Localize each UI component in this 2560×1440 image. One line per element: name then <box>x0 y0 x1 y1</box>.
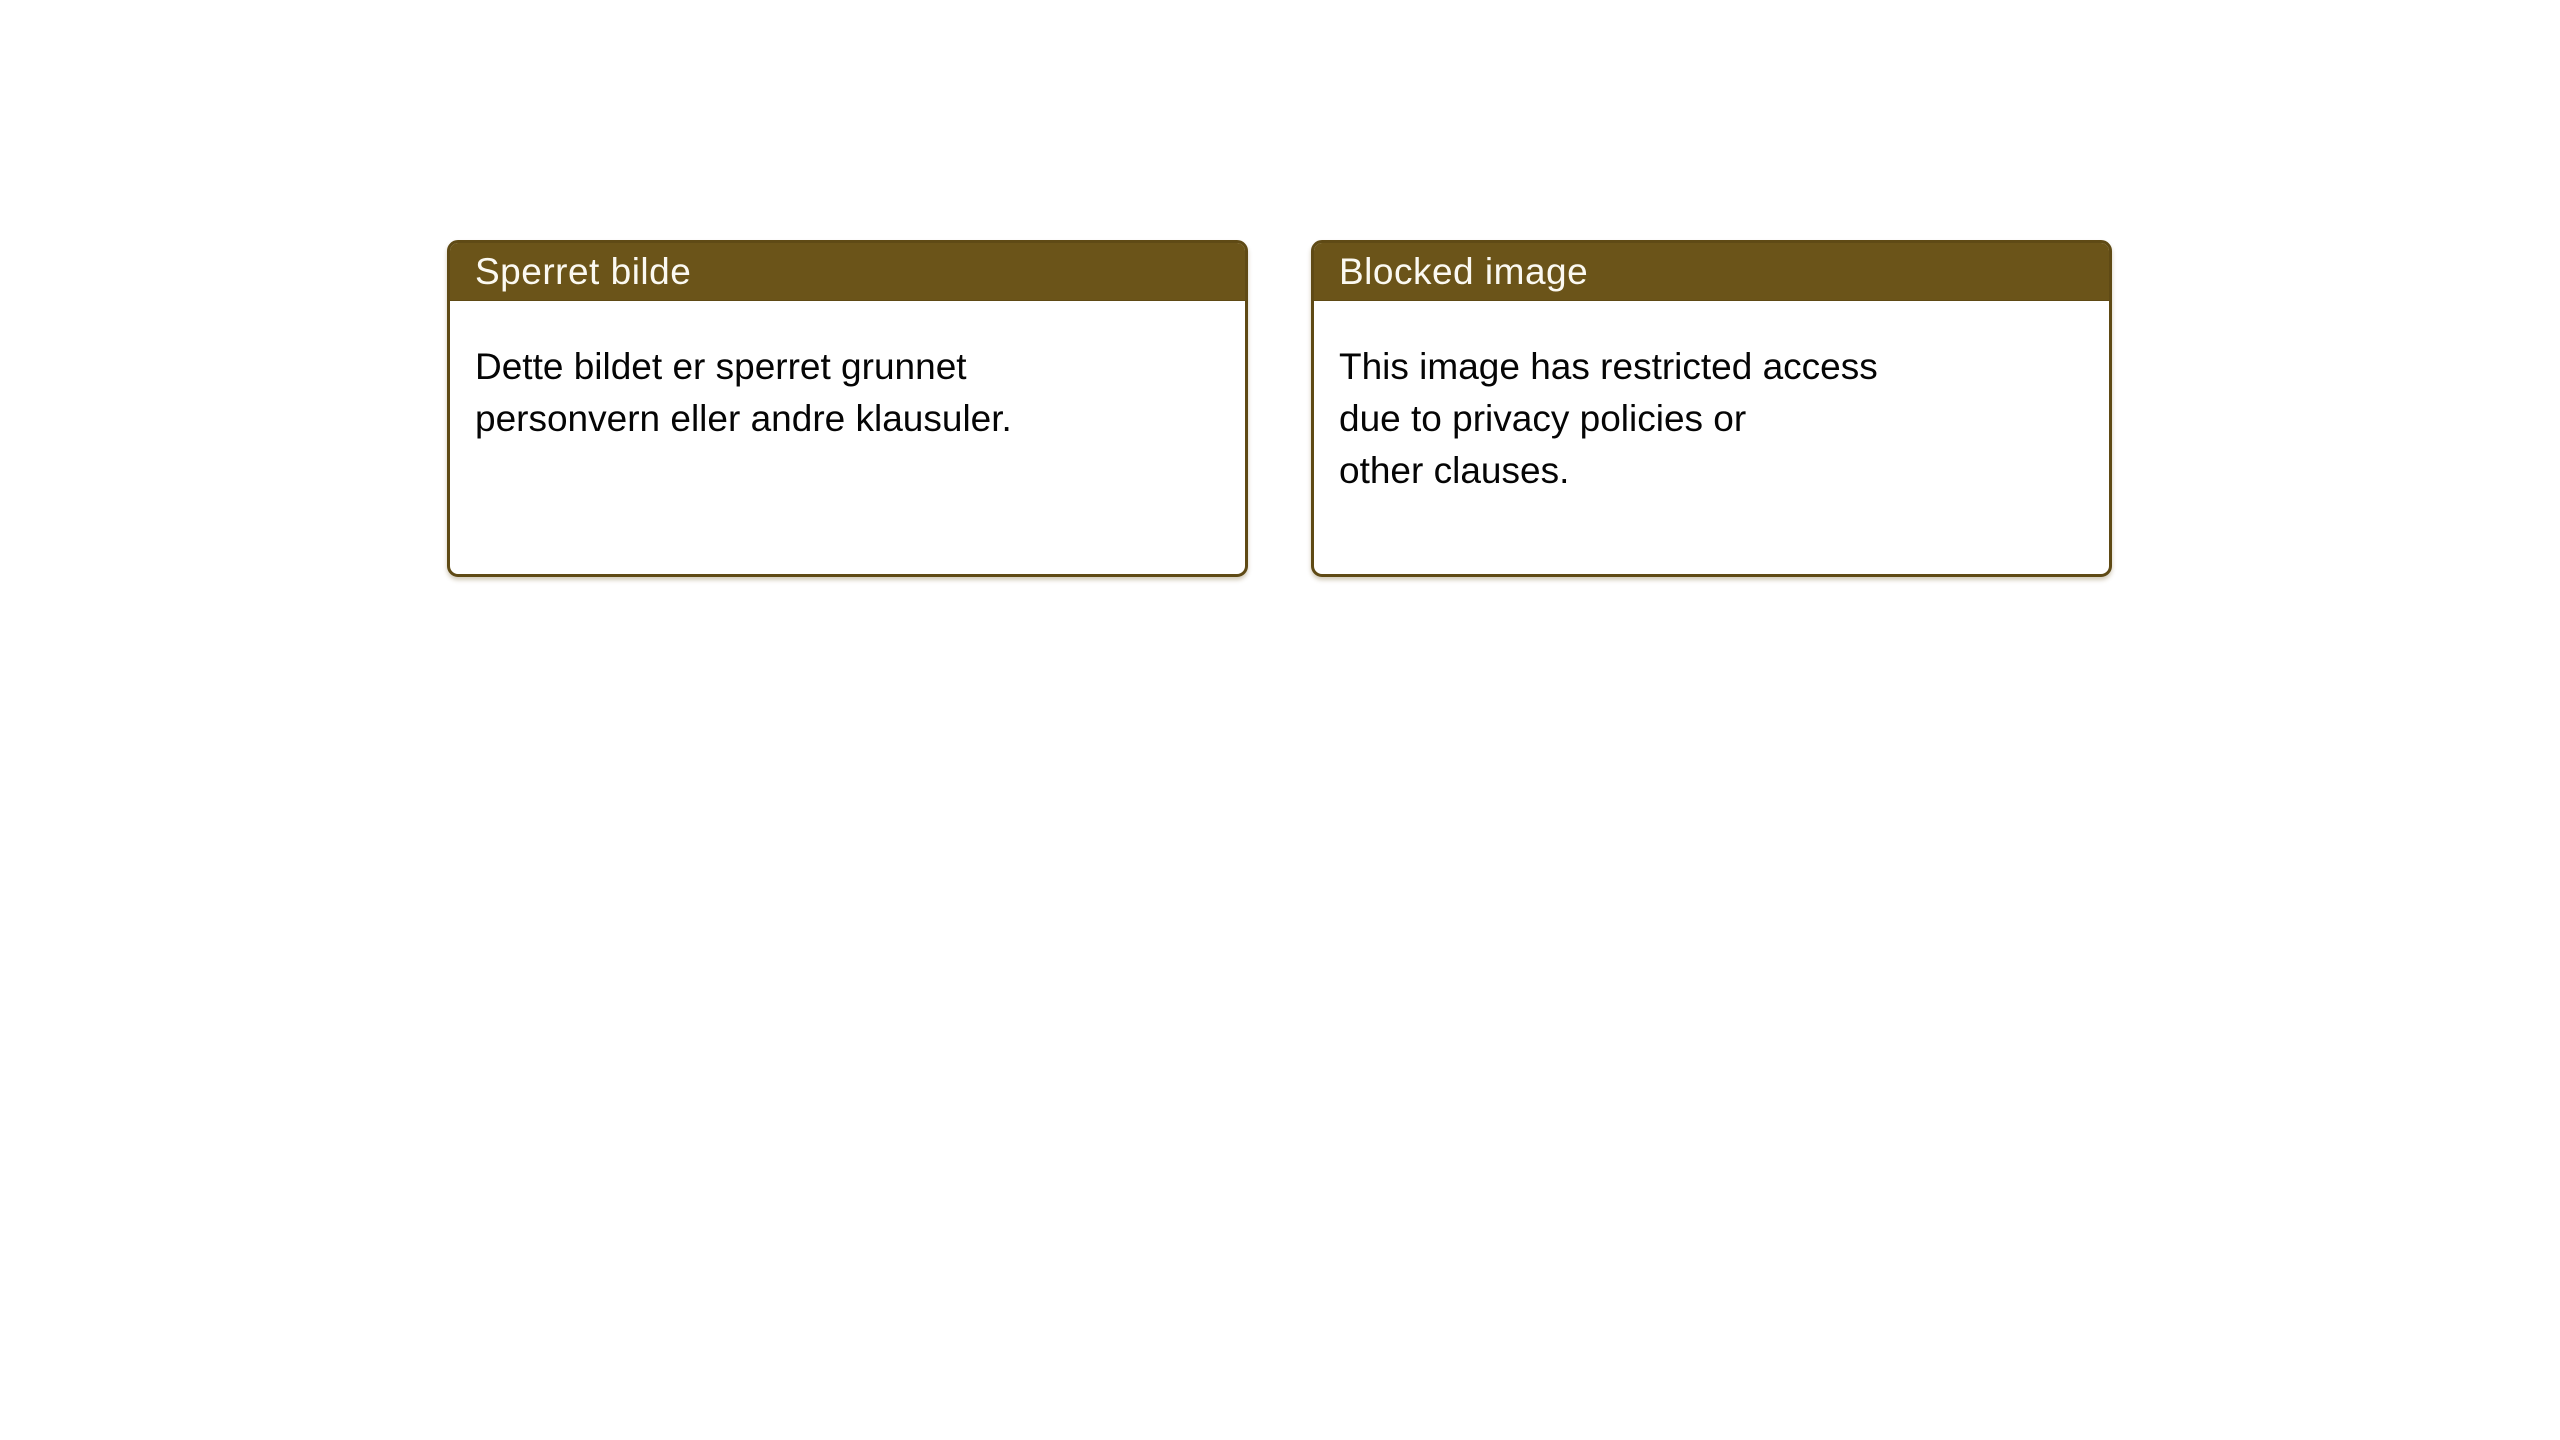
card-title: Sperret bilde <box>475 251 692 292</box>
card-header <box>1314 243 2109 301</box>
body-text-line: due to privacy policies or <box>1339 398 1747 439</box>
blocked-image-card-english <box>1311 240 2112 577</box>
card-title: Blocked image <box>1339 251 1589 292</box>
card-header <box>450 243 1245 301</box>
body-text-line: other clauses. <box>1339 450 1570 491</box>
body-text-line: This image has restricted access <box>1339 346 1878 387</box>
card-body <box>450 301 1245 445</box>
body-text-line: Dette bildet er sperret grunnet <box>475 346 967 387</box>
card-body <box>1314 301 2109 497</box>
blocked-image-card-norwegian <box>447 240 1248 577</box>
body-text-line: personvern eller andre klausuler. <box>475 398 1012 439</box>
